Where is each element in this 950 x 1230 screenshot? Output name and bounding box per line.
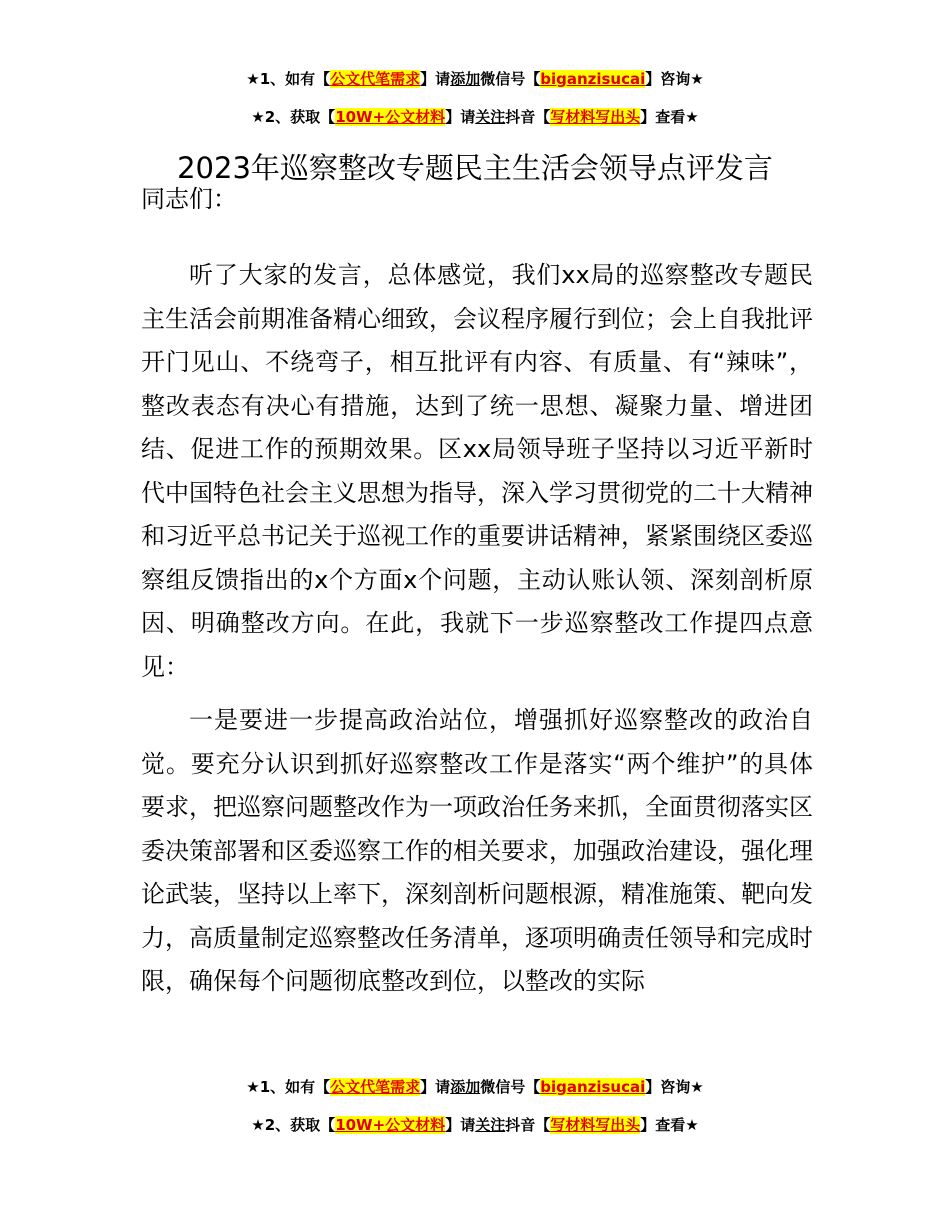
banner-highlight: 公文代笔需求 [330, 1078, 421, 1096]
banner-text: 】请 [420, 1078, 451, 1096]
banner-text: 抖音【 [505, 108, 551, 126]
banner-text: 】咨询★ [645, 1078, 704, 1096]
banner-highlight: biganzisucai [540, 70, 646, 88]
banner-text: 】查看★ [640, 1116, 699, 1134]
banner-highlight: 写材料写出头 [550, 1116, 641, 1134]
banner-text: 】请 [445, 108, 476, 126]
banner-text: 】请 [420, 70, 451, 88]
body-paragraph: 一是要进一步提高政治站位，增强抓好巡察整改的政治自觉。要充分认识到抓好巡察整改工作是落实“两个维护”的具体要求，把巡察问题整改作为一项政治任务来抓，全面贯彻落实区委决策部署和区委巡察工作的相关要求，加强政治建设，强化理论武装，坚持以上率下，深刻剖析问题根源，精准施策、靶向发力，高质量制定巡察整改任务清单，逐项明确责任领导和完成时限，确保每个问题彻底整改到位，以整改的实际 [141, 706, 813, 995]
banner-text: 抖音【 [505, 1116, 551, 1134]
footer-banner-line-1 [0, 1076, 950, 1098]
banner-highlight: biganzisucai [540, 1078, 646, 1096]
banner-highlight: 公文代笔需求 [330, 70, 421, 88]
header-banner-line-1 [0, 68, 950, 90]
banner-text: 微信号【 [480, 1078, 541, 1096]
banner-text: ★2、获取【 [251, 1116, 336, 1134]
body-paragraph: 听了大家的发言，总体感觉，我们xx局的巡察整改专题民主生活会前期准备精心细致，会议程序履行到位；会上自我批评开门见山、不绕弯子，相互批评有内容、有质量、有“辣味”，整改表态有决心有措施，达到了统一思想、凝聚力量、增进团结、促进工作的预期效果。区xx局领导班子坚持以习近平新时代中国特色社会主义思想为指导，深入学习贯彻党的二十大精神和习近平总书记关于巡视工作的重要讲话精神，紧紧围绕区委巡察组反馈指出的x个方面x个问题，主动认账认领、深刻剖析原因、明确整改方向。在此，我就下一步巡察整改工作提四点意见： [141, 261, 813, 681]
banner-text: 微信号【 [480, 70, 541, 88]
banner-highlight: 写材料写出头 [550, 108, 641, 126]
banner-underline: 添加 [450, 70, 481, 88]
banner-underline: 关注 [475, 1116, 506, 1134]
banner-text: 】咨询★ [645, 70, 704, 88]
banner-underline: 添加 [450, 1078, 481, 1096]
header-banner-line-2 [0, 106, 950, 128]
document-title: 2023年巡察整改专题民主生活会领导点评发言 [177, 151, 773, 185]
banner-text: 】查看★ [640, 108, 699, 126]
banner-text: ★1、如有【 [246, 70, 331, 88]
banner-highlight: 10W+公文材料 [335, 108, 446, 126]
banner-text: ★1、如有【 [246, 1078, 331, 1096]
banner-text: 】请 [445, 1116, 476, 1134]
banner-highlight: 10W+公文材料 [335, 1116, 446, 1134]
banner-text: ★2、获取【 [251, 108, 336, 126]
salutation: 同志们： [141, 185, 237, 213]
footer-banner-line-2 [0, 1114, 950, 1136]
banner-underline: 关注 [475, 108, 506, 126]
